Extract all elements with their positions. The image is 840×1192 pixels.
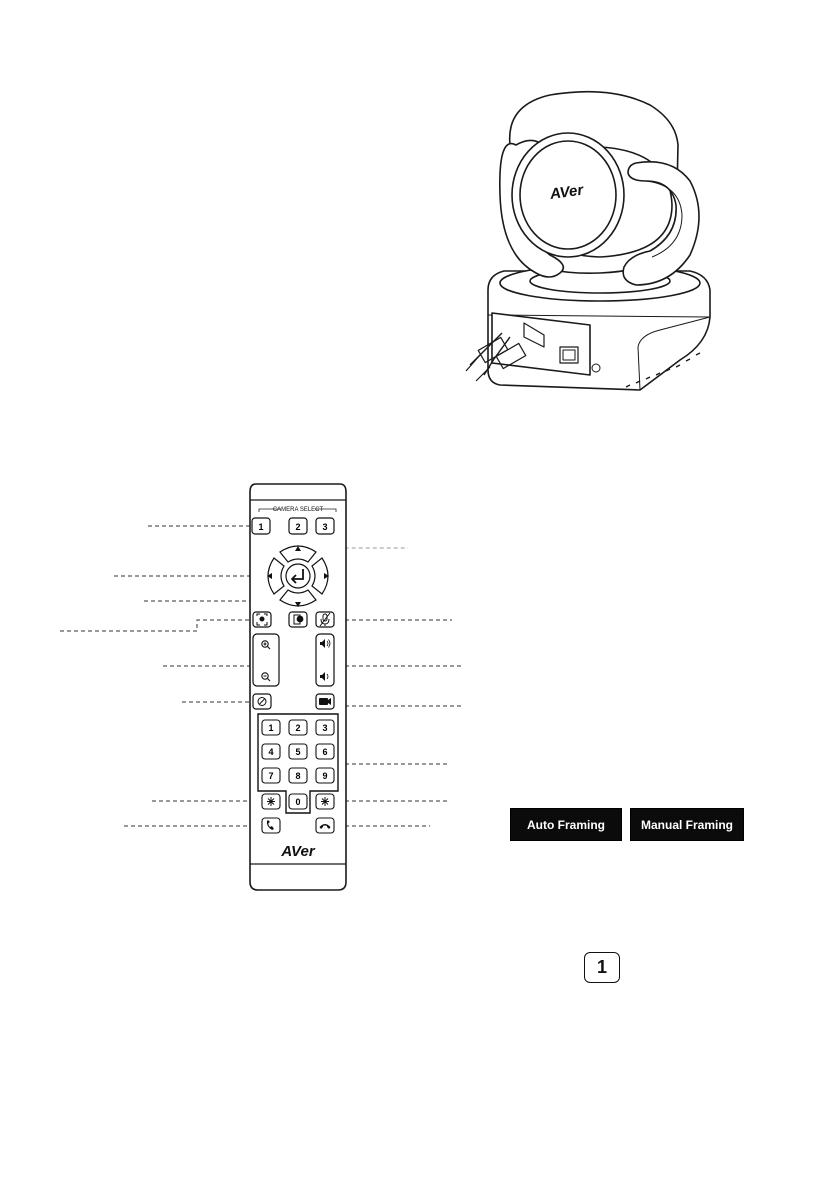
- camera-off-button[interactable]: [316, 694, 334, 709]
- enter-button[interactable]: [286, 564, 310, 588]
- keypad-button-7[interactable]: [262, 768, 280, 783]
- preset-right-button[interactable]: [316, 794, 334, 809]
- svg-text:1: 1: [268, 723, 274, 733]
- svg-text:4: 4: [268, 747, 274, 757]
- keypad-button-1[interactable]: [262, 720, 280, 735]
- auto-framing-button[interactable]: Auto Framing: [510, 808, 622, 841]
- svg-text:8: 8: [295, 771, 301, 781]
- svg-text:2: 2: [295, 723, 301, 733]
- call-button[interactable]: [262, 818, 280, 833]
- keypad-button-9[interactable]: [316, 768, 334, 783]
- zoom-rocker[interactable]: [253, 634, 279, 686]
- manual-framing-button[interactable]: Manual Framing: [630, 808, 744, 841]
- preset-right-icon: [321, 797, 329, 806]
- key-1-example[interactable]: 1: [584, 952, 620, 983]
- keypad-button-2[interactable]: [289, 720, 307, 735]
- camera-illustration: [440, 85, 730, 405]
- framing-button[interactable]: [253, 612, 271, 627]
- remote-logo: AVer: [281, 843, 315, 860]
- keypad-button-6[interactable]: [316, 744, 334, 759]
- svg-text:7: 7: [268, 771, 274, 781]
- svg-text:2: 2: [295, 522, 301, 532]
- preset-left-icon: [267, 797, 275, 806]
- camera-select-button-1[interactable]: [252, 518, 270, 534]
- svg-text:1: 1: [258, 522, 264, 532]
- volume-rocker[interactable]: [316, 634, 334, 686]
- camera-select-label: CAMERA SELECT: [272, 507, 324, 513]
- keypad-button-0[interactable]: [289, 794, 307, 809]
- callout-smart-frame: [60, 620, 251, 631]
- svg-text:3: 3: [322, 723, 328, 733]
- keypad-button-8[interactable]: [289, 768, 307, 783]
- svg-text:6: 6: [322, 747, 328, 757]
- svg-text:9: 9: [322, 771, 328, 781]
- camera-logo: AVer: [548, 181, 585, 204]
- keypad-button-5[interactable]: [289, 744, 307, 759]
- keypad-button-3[interactable]: [316, 720, 334, 735]
- svg-text:5: 5: [295, 747, 301, 757]
- svg-text:3: 3: [322, 522, 328, 532]
- camera-select-button-3[interactable]: [316, 518, 334, 534]
- camera-select-button-2[interactable]: [289, 518, 307, 534]
- mic-mute-button[interactable]: [316, 612, 334, 627]
- snapshot-button[interactable]: [253, 694, 271, 709]
- preset-left-button[interactable]: [262, 794, 280, 809]
- keypad-button-4[interactable]: [262, 744, 280, 759]
- camera-select-buttons: [252, 518, 334, 534]
- smart-frame-button[interactable]: [289, 612, 307, 627]
- hang-up-button[interactable]: [316, 818, 334, 833]
- svg-text:0: 0: [295, 797, 301, 807]
